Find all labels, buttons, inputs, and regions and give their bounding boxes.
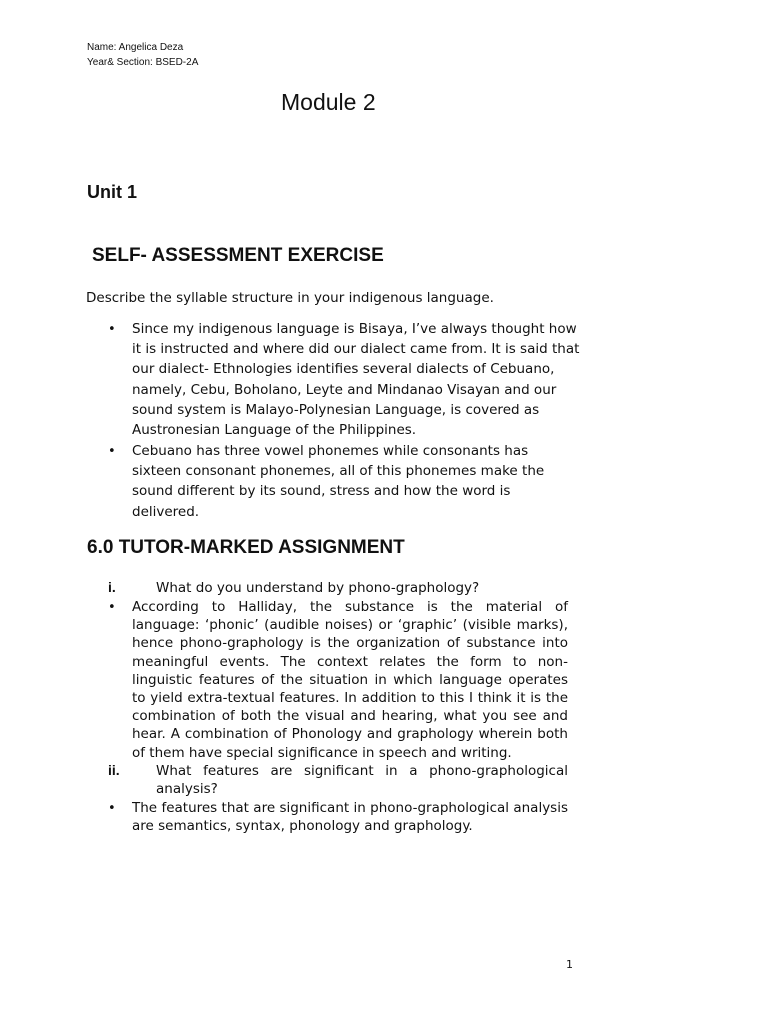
question-numeral-1: i. (108, 579, 116, 595)
bullet-icon: • (108, 444, 116, 459)
self-assessment-bullet-1: Since my indigenous language is Bisaya, I’ve always thought how it is instructed and where did our dialect came from. It is said that our dialect- Ethnologies identifies several dialects of Cebuano, namely, Cebu, Boholano, Leyte and Mindanao Visayan and our sound system is Malayo-Polynesian Language, is covered as Austronesian Language of the Philippines. (132, 321, 580, 439)
year-section: Year& Section: BSED-2A (87, 57, 199, 68)
answer-2: The features that are significant in phono-graphological analysis are semantics, syntax, phonology and graphology. (132, 800, 568, 835)
student-name: Name: Angelica Deza (87, 42, 184, 53)
question-2: What features are significant in a phono-graphological analysis? (156, 763, 568, 798)
module-title: Module 2 (281, 89, 376, 115)
bullet-icon: • (108, 322, 116, 337)
bullet-icon: • (108, 801, 116, 816)
self-assessment-heading: SELF- ASSESSMENT EXERCISE (92, 245, 384, 266)
self-assessment-prompt: Describe the syllable structure in your indigenous language. (86, 290, 494, 306)
bullet-icon: • (108, 600, 116, 615)
question-1: What do you understand by phono-graphology? (156, 580, 480, 596)
unit-title: Unit 1 (87, 182, 138, 202)
question-numeral-2: ii. (108, 762, 120, 778)
answer-1: According to Halliday, the substance is the material of language: ‘phonic’ (audible noises) or ‘graphic’ (visible marks), hence phono-graphology is the organization of substance into meaningful events. The context relates the form to non-linguistic features of the situation in which language operates to yield extra-textual features. In addition to this I think it is the combination of both the visual and hearing, what you see and hear. A combination of Phonology and graphology wherein both of them have special significance in speech and writing. (132, 599, 568, 761)
page-number: 1 (566, 958, 573, 971)
self-assessment-bullet-2: Cebuano has three vowel phonemes while consonants has sixteen consonant phonemes, all of this phonemes make the sound different by its sound, stress and how the word is delivered. (132, 443, 545, 520)
tutor-marked-heading: 6.0 TUTOR-MARKED ASSIGNMENT (87, 537, 405, 558)
